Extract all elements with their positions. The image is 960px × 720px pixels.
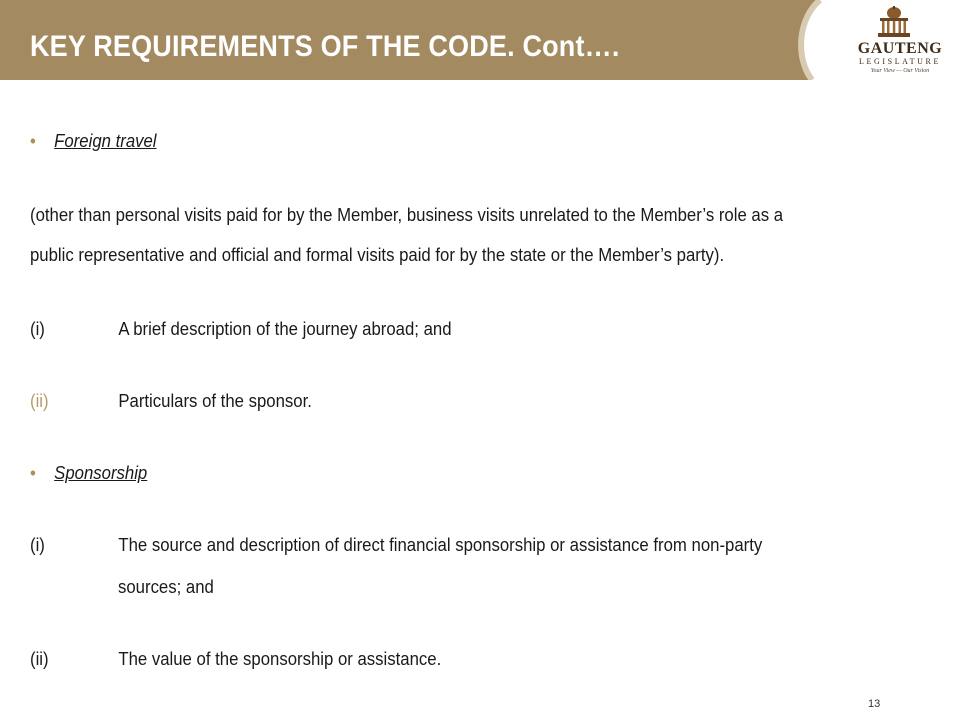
logo-subtitle: LEGISLATURE	[859, 57, 941, 66]
item-text: The value of the sponsorship or assistance.	[118, 649, 442, 669]
sponsorship-heading: Sponsorship	[54, 463, 148, 483]
item-marker: (ii)	[30, 391, 49, 411]
page-number: 13	[868, 698, 881, 710]
sponsorship-item-1-continuation: sources; and	[118, 577, 214, 597]
item-marker: (i)	[30, 319, 45, 339]
foreign-travel-item-2	[30, 391, 312, 412]
item-text: A brief description of the journey abroad; and	[118, 319, 452, 339]
logo-tagline: Your View — Our Vision	[870, 68, 930, 74]
foreign-travel-heading-line	[30, 131, 157, 152]
item-text: The source and description of direct financial sponsorship or assistance from non-party	[118, 535, 763, 555]
sponsorship-heading-line	[30, 463, 147, 484]
item-marker: (ii)	[30, 649, 49, 669]
foreign-travel-item-1	[30, 319, 452, 340]
logo-name: GAUTENG	[857, 40, 943, 57]
gauteng-legislature-logo	[846, 6, 954, 86]
bullet-icon: •	[30, 131, 36, 151]
item-text: Particulars of the sponsor.	[118, 391, 312, 411]
foreign-travel-description-line-1: (other than personal visits paid for by the Member, business visits unrelated to the Member’s role as a	[30, 205, 784, 225]
page-title: KEY REQUIREMENTS OF THE CODE. Cont….	[30, 30, 620, 63]
title-banner	[0, 0, 960, 80]
bullet-icon: •	[30, 463, 36, 483]
sponsorship-item-1	[30, 535, 762, 556]
sponsorship-item-2	[30, 649, 441, 670]
item-marker: (i)	[30, 535, 45, 555]
legislature-building-icon	[874, 6, 914, 38]
foreign-travel-heading: Foreign travel	[54, 131, 157, 151]
foreign-travel-description-line-2: public representative and official and formal visits paid for by the state or the Member’s party).	[30, 245, 725, 265]
